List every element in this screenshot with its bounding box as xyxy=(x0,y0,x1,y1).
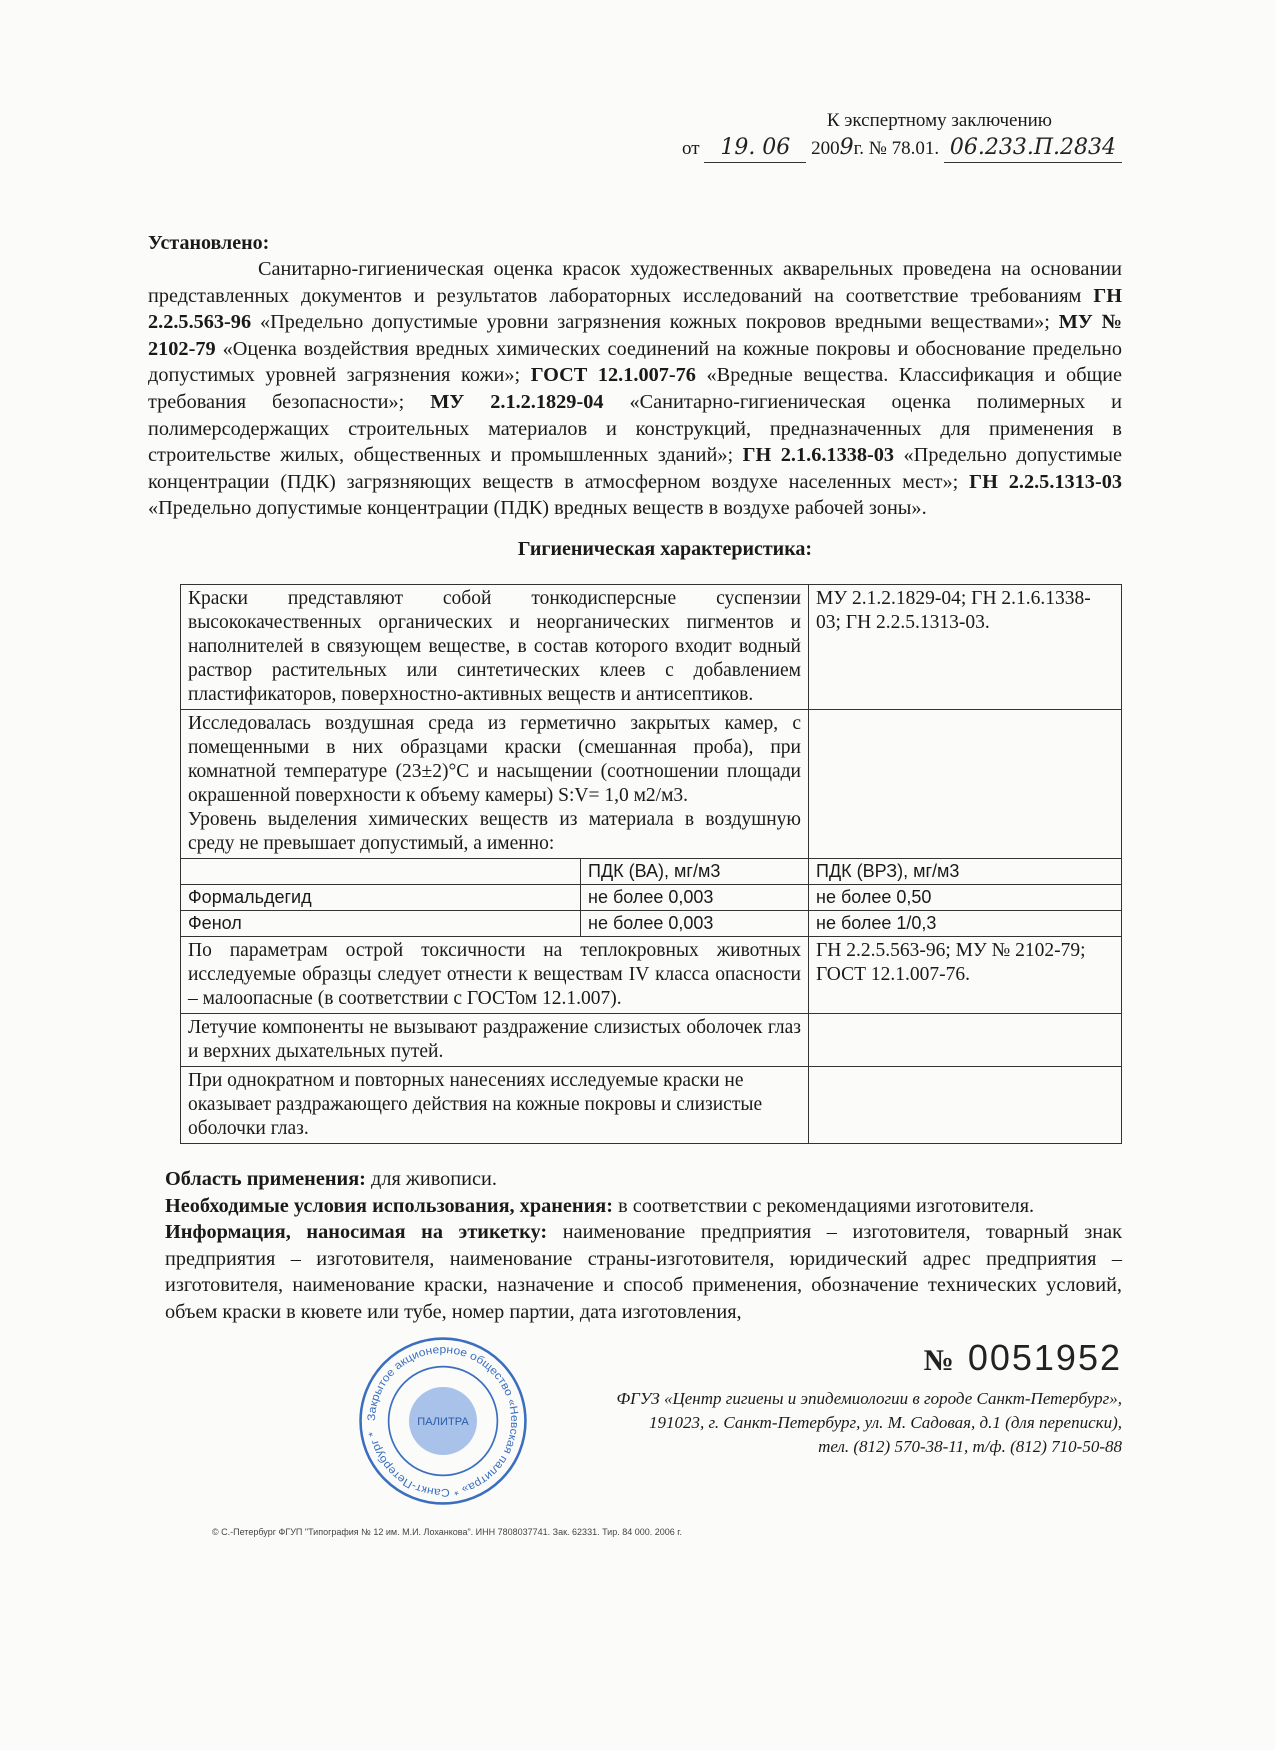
reference-cell: ГН 2.2.5.563-96; МУ № 2102-79; ГОСТ 12.1.007-76. xyxy=(809,936,1122,1013)
established-heading: Установлено: xyxy=(148,232,270,254)
signature-area xyxy=(148,1336,1122,1506)
value-cell: не более 0,003 xyxy=(581,884,809,910)
footer-line: ФГУЗ «Центр гигиены и эпидемиологии в городе Санкт-Петербург», xyxy=(616,1388,1122,1408)
value-cell: не более 1/0,3 xyxy=(809,910,1122,936)
number-handwritten: 06.233.П.2834 xyxy=(944,134,1122,163)
value-cell: не более 0,50 xyxy=(809,884,1122,910)
label-info-line: Информация, наносимая на этикетку: наименование предприятия – изготовителя, товарный знак предприятия – изготовителя, наименование страны-изготовителя, юридический адрес предприятия – изготовителя, наименование краски, назначение и способ применения, обозначение технических условий, объем краски в кювете или тубе, номер партии, дата изготовления, xyxy=(165,1221,1123,1323)
footer-right xyxy=(528,1336,1122,1459)
table-row xyxy=(181,584,1122,709)
company-stamp xyxy=(358,1336,528,1506)
table-row xyxy=(181,1013,1122,1066)
annex-reference xyxy=(148,134,1122,164)
table-row xyxy=(181,936,1122,1013)
established-paragraph: Санитарно-гигиеническая оценка красок художественных акварельных проведена на основании представленных документов и результатов лабораторных исследований на соответствие требованиям ГН 2.2.5.563-96 «Предельно допустимые уровни загрязнения кожных покровов вредными веществами»; МУ № 2102-79 «Оценка воздействия вредных химических соединений на кожные покровы и обоснование предельно допустимых уровней загрязнения кожи»; ГОСТ 12.1.007-76 «Вредные вещества. Классификация и общие требования безопасности»; МУ 2.1.2.1829-04 «Санитарно-гигиеническая оценка полимерных и полимерсодержащих строительных материалов и конструкций, предназначенных для применения в строительстве жилых, общественных и промышленных зданий»; ГН 2.1.6.1338-03 «Предельно допустимые концентрации (ПДК) загрязняющих веществ в атмосферном воздухе населенных мест»; ГН 2.2.5.1313-03 «Предельно допустимые концентрации (ПДК) вредных веществ в воздухе рабочей зоны». xyxy=(148,258,1123,520)
date-handwritten: 19. 06 xyxy=(704,134,806,163)
toxicity-cell: По параметрам острой токсичности на теплокровных животных исследуемые образцы следует отнести к веществам IV класса опасности – малоопасные (в соответствии с ГОСТом 12.1.007). xyxy=(181,936,809,1013)
footer-line: 191023, г. Санкт-Петербург, ул. М. Садовая, д.1 (для переписки), xyxy=(649,1412,1122,1432)
hygiene-table xyxy=(180,584,1122,1144)
scope-line: Область применения: для живописи. xyxy=(165,1167,497,1190)
conclusion-block xyxy=(165,1166,1122,1326)
skin-cell: При однократном и повторных нанесениях исследуемые краски не оказывает раздражающего действия на кожные покровы и слизистые оболочки глаз. xyxy=(181,1066,809,1143)
number-prefix: г. № 78.01. xyxy=(853,138,940,159)
value-cell: не более 0,003 xyxy=(581,910,809,936)
svg-text:ПАЛИТРА: ПАЛИТРА xyxy=(417,1415,469,1428)
footer-line: тел. (812) 570-38-11, т/ф. (812) 710-50-88 xyxy=(818,1436,1122,1456)
substance-cell: Фенол xyxy=(181,910,581,936)
annex-title: К экспертному заключению xyxy=(826,110,1052,131)
hygiene-heading: Гигиеническая характеристика: xyxy=(517,537,813,560)
empty-cell xyxy=(809,1013,1122,1066)
from-label: от xyxy=(682,138,700,159)
form-number: № 0051952 xyxy=(923,1336,1122,1378)
year-prefix: 200 xyxy=(811,138,840,159)
printer-copyright: © С.-Петербург ФГУП "Типография № 12 им. М.И. Лоханкова". ИНН 7808037741. Зак. 62331. Тир. 84 000. 2006 г. xyxy=(212,1526,682,1537)
substance-cell: Формальдегид xyxy=(181,884,581,910)
header-cell xyxy=(181,858,581,884)
header-cell: ПДК (ВРЗ), мг/м3 xyxy=(809,858,1122,884)
table-row xyxy=(181,884,1122,910)
irritation-cell: Летучие компоненты не вызывают раздражение слизистых оболочек глаз и верхних дыхательных путей. xyxy=(181,1013,809,1066)
year-handwritten: 9 xyxy=(839,135,854,160)
reference-cell: МУ 2.1.2.1829-04; ГН 2.1.6.1338-03; ГН 2.2.5.1313-03. xyxy=(809,584,1122,709)
conditions-line: Необходимые условия использования, хранения: в соответствии с рекомендациями изготовителя. xyxy=(165,1194,1035,1217)
empty-cell xyxy=(809,1066,1122,1143)
institution-footer xyxy=(528,1387,1122,1459)
table-row xyxy=(181,709,1122,858)
table-row xyxy=(181,1066,1122,1143)
table-header-row xyxy=(181,858,1122,884)
composition-cell: Краски представляют собой тонкодисперсные суспензии высококачественных органических и неорганических пигментов и наполнителей в связующем веществе, в состав которого входит водный раствор растительных или синтетических клеев с добавлением пластификаторов, поверхностно-активных веществ и антисептиков. xyxy=(181,584,809,709)
svg-text:Закрытое акционерное общество: Закрытое акционерное общество «Невская палитра» * Санкт-Петербург * xyxy=(365,1343,521,1498)
table-row xyxy=(181,910,1122,936)
empty-cell xyxy=(809,709,1122,858)
header-cell: ПДК (ВА), мг/м3 xyxy=(581,858,809,884)
test-description-cell: Исследовалась воздушная среда из герметично закрытых камер, с помещенными в них образцами краски (смешанная проба), при комнатной температуре (23±2)°С и насыщении (соотношении площади окрашенной поверхности к объему камеры) S:V= 1,0 м2/м3. Уровень выделения химических веществ из материала в воздушную среду не превышает допустимый, а именно: xyxy=(181,709,809,858)
